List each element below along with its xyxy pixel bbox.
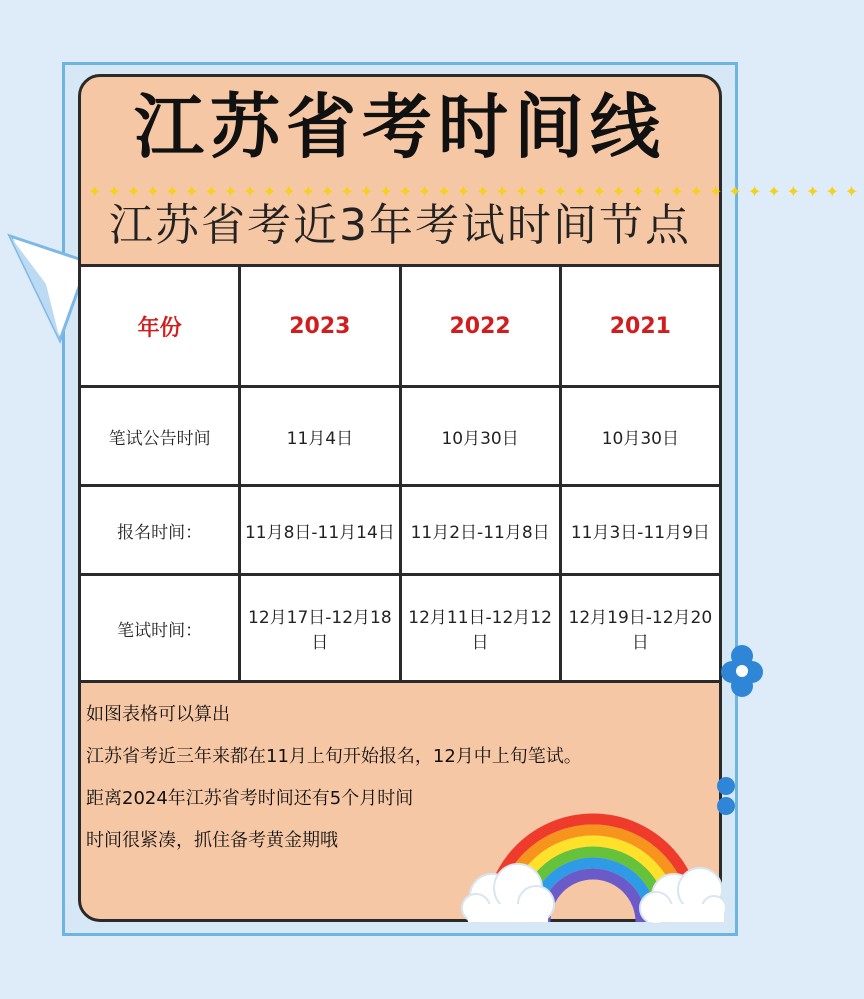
note-line: 江苏省考近三年来都在11月上旬开始报名，12月中上旬笔试。 bbox=[86, 746, 582, 767]
page-subtitle: 江苏省考近3年考试时间节点 bbox=[109, 200, 691, 251]
table-row bbox=[80, 486, 721, 575]
table-cell: 10月30日 bbox=[560, 387, 720, 486]
table-cell: 12月11日-12月12日 bbox=[400, 575, 560, 682]
table-header-cell: 2023 bbox=[240, 266, 400, 387]
exam-schedule-table bbox=[78, 264, 722, 683]
flower-icon bbox=[722, 644, 762, 700]
table-cell: 11月3日-11月9日 bbox=[560, 486, 720, 575]
note-line: 时间很紧凑，抓住备考黄金期哦 bbox=[86, 830, 338, 851]
table-header-cell: 2022 bbox=[400, 266, 560, 387]
table-cell: 11月8日-11月14日 bbox=[240, 486, 400, 575]
table-cell: 12月17日-12月18日 bbox=[240, 575, 400, 682]
table-cell: 11月4日 bbox=[240, 387, 400, 486]
table-cell: 笔试时间： bbox=[80, 575, 240, 682]
table-cell: 11月2日-11月8日 bbox=[400, 486, 560, 575]
table-cell: 10月30日 bbox=[400, 387, 560, 486]
table-cell: 12月19日-12月20日 bbox=[560, 575, 720, 682]
table-cell: 笔试公告时间 bbox=[80, 387, 240, 486]
table-row bbox=[80, 575, 721, 682]
note-line: 如图表格可以算出 bbox=[86, 704, 230, 725]
note-line: 距离2024年江苏省考时间还有5个月时间 bbox=[86, 788, 414, 809]
table-header-cell: 年份 bbox=[80, 266, 240, 387]
flower-icon bbox=[722, 776, 742, 820]
table-header-cell: 2021 bbox=[560, 266, 720, 387]
table-cell: 报名时间： bbox=[80, 486, 240, 575]
dot-divider: ✦✦✦✦✦✦✦✦✦✦✦✦✦✦✦✦✦✦✦✦✦✦✦✦✦✦✦✦✦✦✦✦✦✦✦✦✦✦✦✦ bbox=[88, 182, 864, 201]
rainbow-cloud-icon bbox=[462, 804, 724, 922]
table-row bbox=[80, 387, 721, 486]
table-header-row bbox=[80, 266, 721, 387]
page-title: 江苏省考时间线 bbox=[134, 86, 666, 168]
